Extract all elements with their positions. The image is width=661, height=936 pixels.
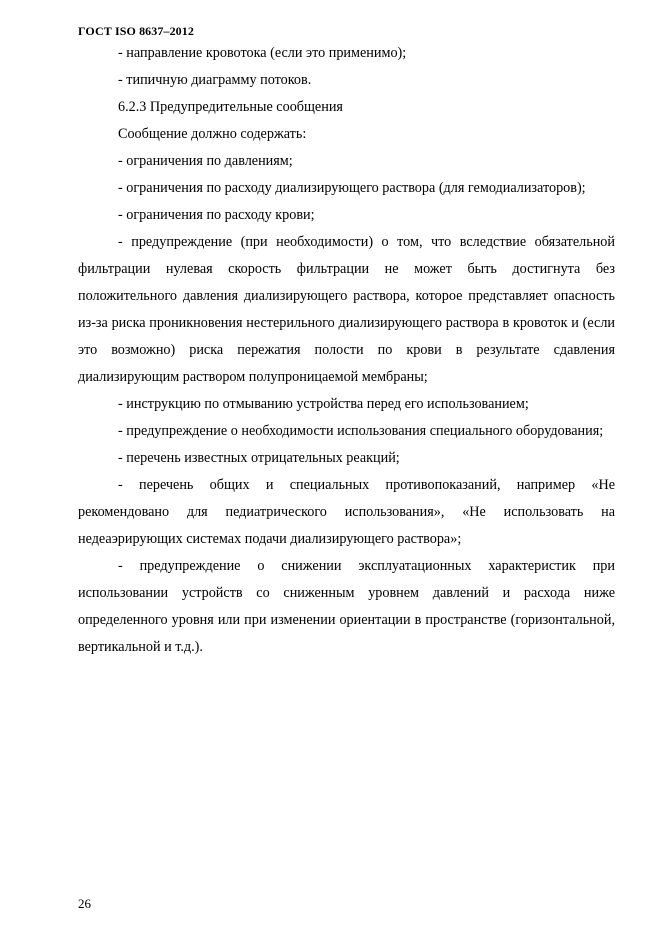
- list-item: - перечень известных отрицательных реакций;: [118, 450, 400, 466]
- section-heading: 6.2.3 Предупредительные сообщения: [118, 99, 343, 115]
- paragraph: Сообщение должно содержать:: [118, 126, 307, 142]
- list-item: - предупреждение (при необходимости) о том, что вследствие обязательной фильтрации нулевая скорость фильтрации не может быть достигнута без положительного давления диализирующего раствора, которое представляет опасность из-за риска проникновения нестерильного диализирующего раствора в кровоток и (если это возможно) риска пережатия полости по крови в результате сдавления диализирующим раствором полупроницаемой мембраны;: [78, 234, 615, 385]
- list-item: - направление кровотока (если это применимо);: [118, 45, 407, 61]
- list-item: - ограничения по расходу крови;: [118, 207, 315, 223]
- page-number: 26: [78, 896, 91, 911]
- list-item: - перечень общих и специальных противопоказаний, например «Не рекомендовано для педиатрического использования», «Не использовать на недеаэрирующих системах подачи диализирующего раствора»;: [78, 477, 615, 547]
- document-header: ГОСТ ISO 8637–2012: [78, 24, 194, 38]
- list-item: - предупреждение о снижении эксплуатационных характеристик при использовании устройств со сниженным уровнем давлений и расхода ниже определенного уровня или при изменении ориентации в пространстве (горизонтальной, вертикальной и т.д.).: [78, 558, 615, 655]
- list-item: - предупреждение о необходимости использования специального оборудования;: [118, 423, 604, 439]
- list-item: - ограничения по расходу диализирующего раствора (для гемодиализаторов);: [118, 180, 586, 196]
- document-body: [78, 40, 615, 661]
- list-item: - инструкцию по отмыванию устройства перед его использованием;: [118, 396, 529, 412]
- list-item: - типичную диаграмму потоков.: [118, 72, 312, 88]
- list-item: - ограничения по давлениям;: [118, 153, 293, 169]
